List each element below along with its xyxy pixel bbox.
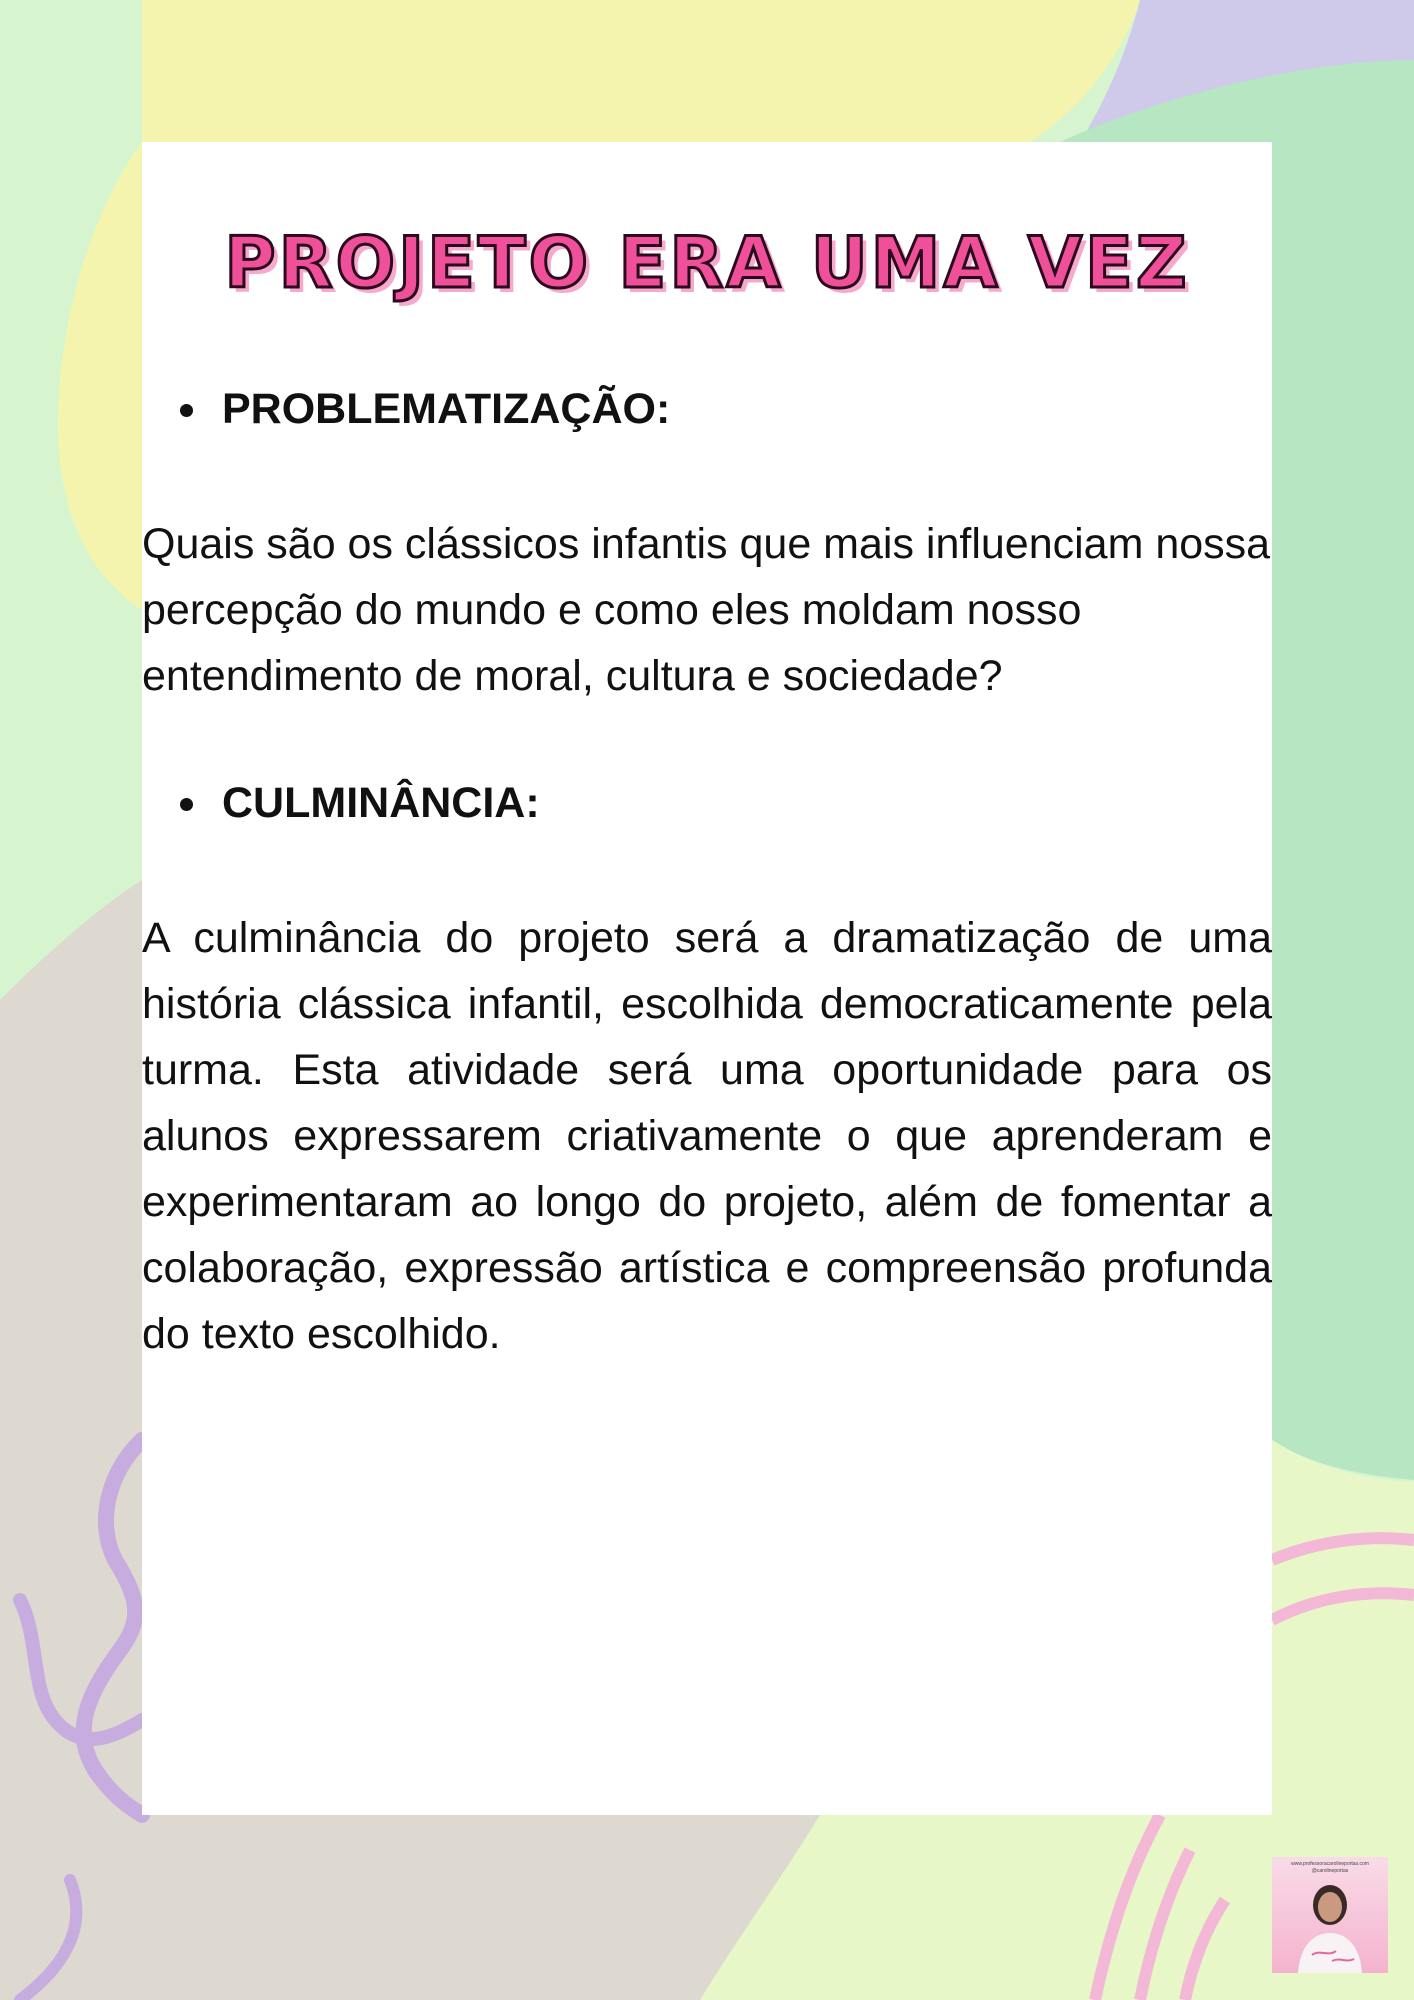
bullet-icon <box>180 798 193 811</box>
bullet-icon <box>180 404 193 417</box>
section-heading-culminancia <box>222 779 540 828</box>
section-body-culminancia: A culminância do projeto será a dramatização de uma história clássica infantil, escolhida democraticamente pela turma. Esta atividade será uma oportunidade para os alunos expressarem criativamente o que aprenderam e experimentaram ao longo do projeto, além de fomentar a colaboração, expressão artística e compreensão profunda do texto escolhido. <box>142 914 1272 1358</box>
teacher-portrait-icon <box>1272 1857 1388 1973</box>
section-heading-label: CULMINÂNCIA: <box>222 779 540 827</box>
section-heading-problematizacao <box>222 385 670 434</box>
author-badge <box>1272 1857 1388 1973</box>
badge-url: www.professoracarolineportas.com <box>1291 1861 1369 1867</box>
badge-handle: @carolineportas <box>1311 1868 1349 1874</box>
section-heading-label: PROBLEMATIZAÇÃO: <box>222 385 671 433</box>
page-title: PROJETO ERA UMA VEZ <box>224 222 1190 304</box>
section-body-problematizacao: Quais são os clássicos infantis que mais influenciam nossa percepção do mundo e como eles moldam nosso entendimento de moral, cultura e sociedade? <box>142 520 1271 700</box>
